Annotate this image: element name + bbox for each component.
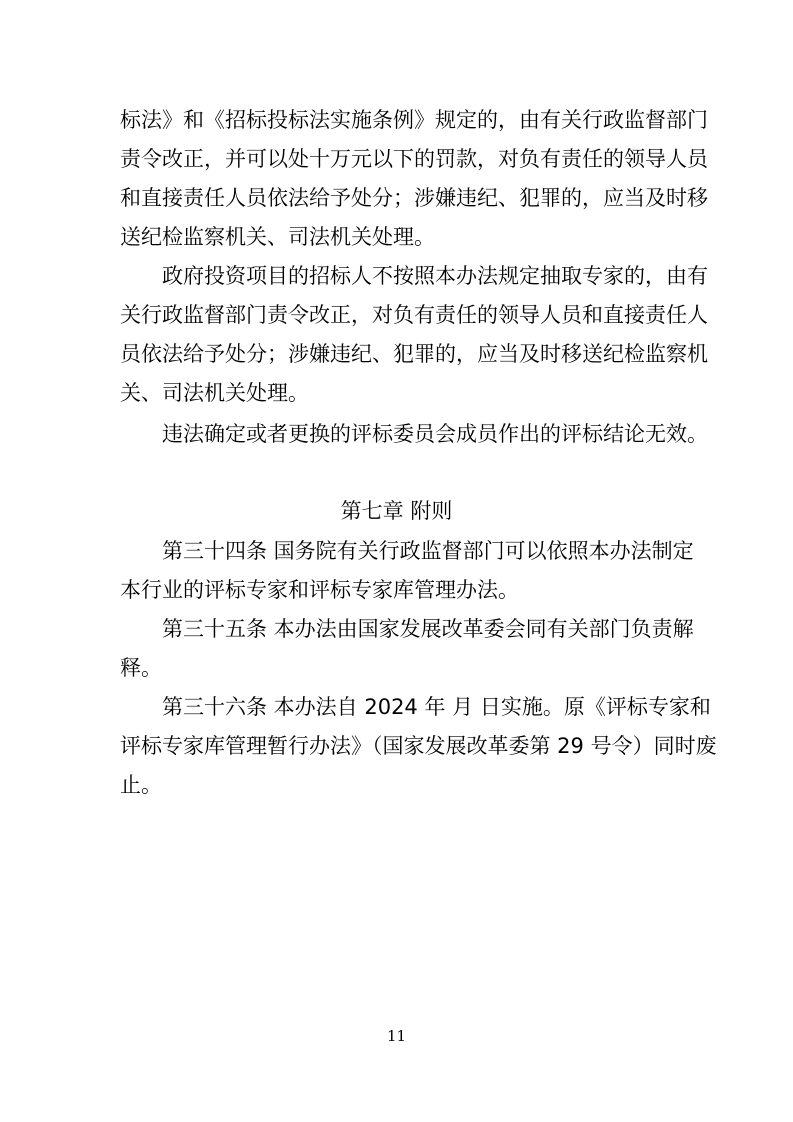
paragraph-2-line-4: 关、司法机关处理。	[120, 381, 309, 405]
article-36-line-1: 第三十六条 本办法自 2024 年 月 日实施。原《评标专家和	[162, 695, 711, 719]
article-34-line-2: 本行业的评标专家和评标专家库管理办法。	[120, 578, 519, 602]
article-35-line-2: 释。	[120, 656, 162, 680]
paragraph-1-line-4: 送纪检监察机关、司法机关处理。	[120, 225, 435, 249]
article-34-line-1: 第三十四条 国务院有关行政监督部门可以依照本办法制定	[162, 539, 694, 563]
paragraph-1-line-1: 标法》和《招标投标法实施条例》规定的，由有关行政监督部门	[120, 108, 708, 132]
article-35-line-1: 第三十五条 本办法由国家发展改革委会同有关部门负责解	[162, 617, 694, 641]
paragraph-3-line-1: 违法确定或者更换的评标委员会成员作出的评标结论无效。	[162, 422, 708, 446]
paragraph-1-line-2: 责令改正，并可以处十万元以下的罚款，对负有责任的领导人员	[120, 147, 708, 171]
paragraph-2-line-2: 关行政监督部门责令改正，对负有责任的领导人员和直接责任人	[120, 303, 708, 327]
paragraph-2-line-1: 政府投资项目的招标人不按照本办法规定抽取专家的，由有	[162, 264, 708, 288]
article-36-line-3: 止。	[120, 773, 162, 797]
chapter-heading: 第七章 附则	[340, 499, 453, 523]
page-number: 11	[386, 1027, 407, 1045]
paragraph-2-line-3: 员依法给予处分；涉嫌违纪、犯罪的，应当及时移送纪检监察机	[120, 342, 708, 366]
paragraph-1-line-3: 和直接责任人员依法给予处分；涉嫌违纪、犯罪的，应当及时移	[120, 186, 708, 210]
article-36-line-2: 评标专家库管理暂行办法》（国家发展改革委第 29 号令）同时废	[120, 734, 717, 758]
